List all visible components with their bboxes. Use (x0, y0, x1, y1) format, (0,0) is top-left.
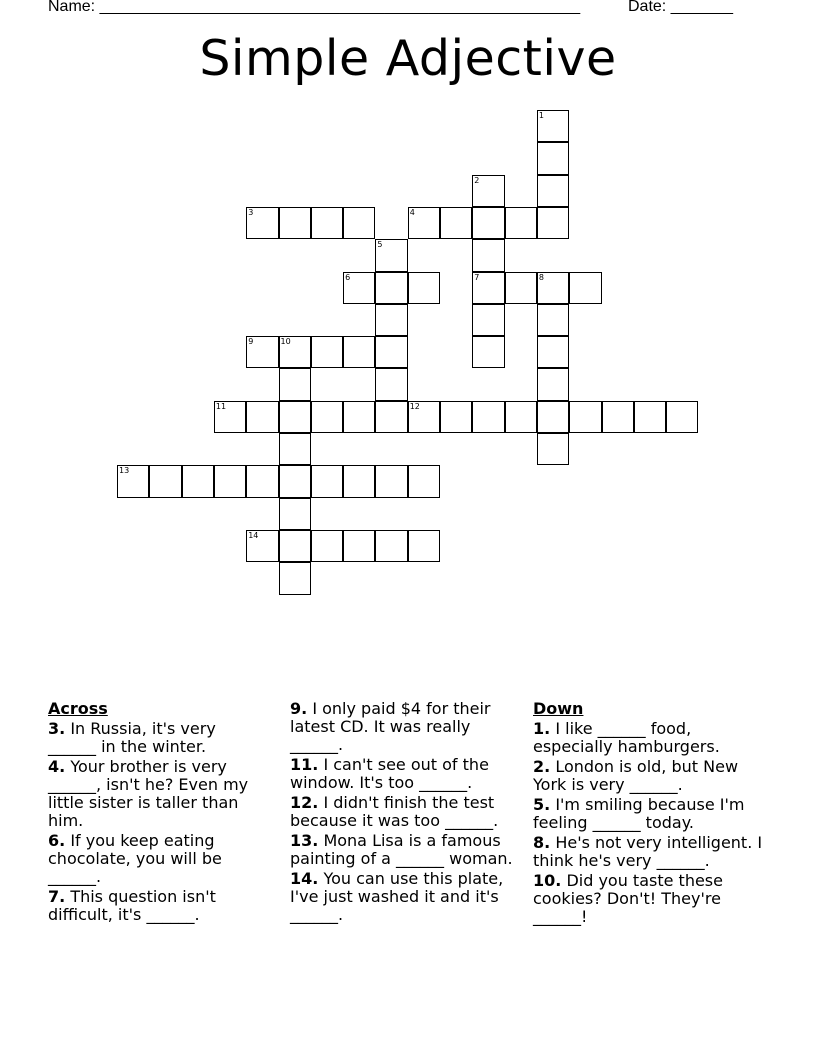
clue-text: You can use this plate, I've just washed it and it's ______. (290, 869, 504, 924)
clue-text: Your brother is very ______, isn't he? Even my little sister is taller than him. (48, 757, 249, 830)
cell-number: 2 (474, 175, 480, 185)
clue-text: This question isn't difficult, it's ______. (48, 887, 216, 924)
cell-number: 7 (474, 272, 480, 282)
clue-item (533, 720, 768, 756)
clue-number: 13. (290, 831, 319, 850)
grid-cell[interactable] (279, 465, 311, 497)
grid-cell[interactable] (472, 239, 504, 271)
grid-cell[interactable] (311, 465, 343, 497)
clue-item (48, 888, 268, 924)
down-clues-list (533, 720, 768, 926)
grid-cell[interactable] (246, 336, 278, 368)
grid-cell[interactable] (246, 465, 278, 497)
cell-number: 6 (345, 272, 351, 282)
clue-text: Mona Lisa is a famous painting of a ______ woman. (290, 831, 513, 868)
clue-number: 11. (290, 755, 319, 774)
clue-item (48, 758, 268, 830)
cell-number: 4 (409, 207, 415, 217)
date-field[interactable]: Date: _______ (628, 0, 733, 15)
grid-cell[interactable] (569, 401, 601, 433)
cell-number: 9 (248, 337, 254, 347)
grid-cell[interactable] (279, 498, 311, 530)
grid-cell[interactable] (279, 530, 311, 562)
grid-cell[interactable] (311, 207, 343, 239)
clue-text: I didn't finish the test because it was too ______. (290, 793, 499, 830)
grid-cell[interactable] (311, 336, 343, 368)
clue-number: 2. (533, 757, 551, 776)
clues-column-1 (48, 700, 268, 926)
grid-cell[interactable] (472, 304, 504, 336)
clue-item (533, 872, 768, 926)
grid-cell[interactable] (375, 336, 407, 368)
grid-cell[interactable] (505, 207, 537, 239)
grid-cell[interactable] (279, 368, 311, 400)
grid-cell[interactable] (602, 401, 634, 433)
across-clues-list-continued (290, 700, 515, 924)
name-field[interactable]: Name: ______________________________________________________ (48, 0, 581, 15)
grid-cell[interactable] (472, 272, 504, 304)
grid-cell[interactable] (149, 465, 181, 497)
cell-number: 13 (119, 466, 130, 476)
clue-number: 10. (533, 871, 562, 890)
grid-cell[interactable] (375, 368, 407, 400)
grid-cell[interactable] (375, 304, 407, 336)
grid-cell[interactable] (408, 207, 440, 239)
clue-text: In Russia, it's very ______ in the winter. (48, 719, 216, 756)
grid-cell[interactable] (279, 207, 311, 239)
across-clues-list (48, 720, 268, 924)
clue-item (48, 832, 268, 886)
clue-number: 5. (533, 795, 551, 814)
grid-cell[interactable] (537, 175, 569, 207)
down-heading: Down (533, 699, 584, 718)
cell-number: 10 (280, 337, 291, 347)
grid-cell[interactable] (537, 207, 569, 239)
clue-number: 9. (290, 699, 308, 718)
grid-cell[interactable] (472, 401, 504, 433)
grid-cell[interactable] (246, 530, 278, 562)
clue-number: 3. (48, 719, 66, 738)
grid-cell[interactable] (440, 401, 472, 433)
clue-text: London is old, but New York is very ______. (533, 757, 739, 794)
clue-item (290, 794, 515, 830)
grid-cell[interactable] (505, 401, 537, 433)
grid-cell[interactable] (214, 401, 246, 433)
grid-cell[interactable] (505, 272, 537, 304)
clue-number: 8. (533, 833, 551, 852)
grid-cell[interactable] (343, 272, 375, 304)
grid-cell[interactable] (311, 530, 343, 562)
grid-cell[interactable] (375, 272, 407, 304)
clue-number: 7. (48, 887, 66, 906)
cell-number: 14 (248, 530, 259, 540)
clue-item (290, 870, 515, 924)
grid-cell[interactable] (537, 336, 569, 368)
clue-number: 6. (48, 831, 66, 850)
grid-cell[interactable] (537, 110, 569, 142)
grid-cell[interactable] (408, 272, 440, 304)
clue-text: He's not very intelligent. I think he's very ______. (533, 833, 763, 870)
grid-cell[interactable] (375, 239, 407, 271)
across-heading: Across (48, 699, 108, 718)
clues-column-2 (290, 700, 515, 926)
grid-cell[interactable] (375, 465, 407, 497)
clue-text: Did you taste these cookies? Don't! They're ______! (533, 871, 723, 926)
clue-item (290, 700, 515, 754)
grid-cell[interactable] (440, 207, 472, 239)
clue-number: 12. (290, 793, 319, 812)
clue-number: 1. (533, 719, 551, 738)
clue-item (48, 720, 268, 756)
grid-cell[interactable] (408, 465, 440, 497)
grid-cell[interactable] (472, 336, 504, 368)
grid-cell[interactable] (537, 142, 569, 174)
cell-number: 1 (538, 111, 544, 120)
grid-cell[interactable] (182, 465, 214, 497)
grid-cell[interactable] (408, 401, 440, 433)
grid-cell[interactable] (666, 401, 698, 433)
clue-text: I can't see out of the window. It's too ______. (290, 755, 489, 792)
grid-cell[interactable] (537, 272, 569, 304)
grid-cell[interactable] (472, 175, 504, 207)
clue-number: 14. (290, 869, 319, 888)
grid-cell[interactable] (279, 401, 311, 433)
cell-number: 3 (248, 207, 254, 217)
clues-column-3 (533, 700, 768, 928)
grid-cell[interactable] (343, 465, 375, 497)
grid-cell[interactable] (343, 401, 375, 433)
clue-item (533, 796, 768, 832)
clue-item (533, 834, 768, 870)
grid-cell[interactable] (537, 401, 569, 433)
grid-cell[interactable] (343, 530, 375, 562)
page-title: Simple Adjective (199, 30, 617, 87)
clue-text: I like ______ food, especially hamburgers. (533, 719, 720, 756)
cell-number: 11 (215, 401, 227, 411)
grid-cell[interactable] (343, 207, 375, 239)
grid-cell[interactable] (279, 562, 311, 594)
grid-cell[interactable] (214, 465, 246, 497)
clue-text: If you keep eating chocolate, you will be ______. (48, 831, 222, 886)
grid-cell[interactable] (537, 368, 569, 400)
grid-cell[interactable] (311, 401, 343, 433)
cell-number: 8 (538, 272, 544, 282)
clue-item (290, 756, 515, 792)
grid-cell[interactable] (569, 272, 601, 304)
grid-cell[interactable] (408, 530, 440, 562)
clue-text: I only paid $4 for their latest CD. It was really ______. (290, 699, 491, 754)
grid-cell[interactable] (246, 207, 278, 239)
grid-cell[interactable] (472, 207, 504, 239)
grid-cell[interactable] (343, 336, 375, 368)
grid-cell[interactable] (375, 530, 407, 562)
cell-number: 12 (409, 401, 420, 411)
grid-cell[interactable] (279, 433, 311, 465)
clue-item (290, 832, 515, 868)
grid-cell[interactable] (279, 336, 311, 368)
grid-cell[interactable] (246, 401, 278, 433)
clue-item (533, 758, 768, 794)
grid-cell[interactable] (634, 401, 666, 433)
grid-cell[interactable] (537, 304, 569, 336)
clue-text: I'm smiling because I'm feeling ______ today. (533, 795, 745, 832)
grid-cell[interactable] (375, 401, 407, 433)
grid-cell[interactable] (117, 465, 149, 497)
clue-number: 4. (48, 757, 66, 776)
grid-cell[interactable] (537, 433, 569, 465)
cell-number: 5 (377, 240, 383, 250)
